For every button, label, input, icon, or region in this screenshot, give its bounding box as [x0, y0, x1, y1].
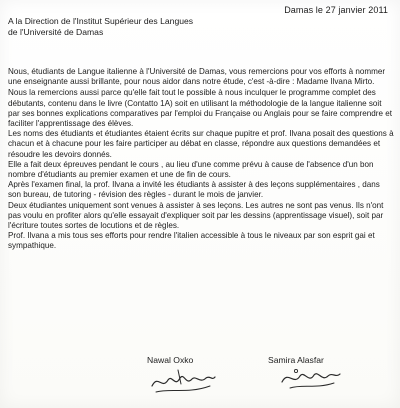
address-line-2: de l'Université de Damas — [8, 27, 104, 37]
paragraph-closing: Prof. Ilvana a mis tous ses efforts pour rendre l'italien accessible à tous le niveaux par son esprit gai et sympathique. — [8, 231, 375, 251]
paragraph-thanks: Nous la remercions aussi parce qu'elle fait tout le possible à nous inculquer le programme complet des débutants, contenu dans le livre (Contatto 1A) soit en utilisant la méthodologie de la langue italienne soit par ses bonnes explications comparatives par l'emploi du Française ou Anglais pour se faire comprendre et faciliter l'apprentissage des élèves. — [8, 88, 392, 129]
letter-dateline: Damas le 27 janvier 2011 — [284, 5, 388, 15]
paragraph-exams: Elle a fait deux épreuves pendant le cours , au lieu d'une comme prévu à cause de l'absence d'un bon nombre d'étudiants au premier examen et une de fin de cours. — [8, 159, 374, 180]
signature-block — [0, 355, 400, 405]
paragraph-tutoring: Après l'examen final, la prof. Ilvana a invité les étudiants à assister à des leçons supplémentaires , dans son bureau, de tutoring - révision des règles - durant le mois de janvier. — [8, 180, 380, 200]
paragraph-intro: Nous, étudiants de Langue italienne à l'Université de Damas, vous remercions pour vos efforts à nommer une enseignante aussi brillante, pour nous aidor dans notre étude, c'est -à-dire : Madame Ilvana Mirto. — [8, 67, 386, 87]
signer-name-2: Samira Alasfar — [268, 355, 324, 365]
address-line-1: A la Direction de l'Institut Supérieur des Langues — [8, 16, 194, 26]
signer-name-1: Nawal Oxko — [147, 355, 194, 365]
recipient-address — [8, 16, 308, 38]
paragraph-class-participation: Les noms des étudiants et étudiantes étaient écrits sur chaque pupitre et prof. Ilvana posait des questions à chacun et à chacune pour les faire participer au débat en classe, répondre aux questions demandées et résoudre les devoirs donnés. — [8, 129, 394, 159]
paragraph-attendance: Deux étudiantes uniquement sont venues à assister à ses leçons. Les autres ne sont pas venus. Ils n'ont pas voulu en profiter alors qu'elle essayait d'expliquer soit par les dessins (apprentissage visuel), soit par l'écriture toutes sortes de locutions et de règles. — [8, 200, 384, 231]
letter-body — [8, 67, 394, 252]
handwritten-signature-2 — [276, 364, 344, 394]
handwritten-signature-1 — [148, 364, 218, 398]
